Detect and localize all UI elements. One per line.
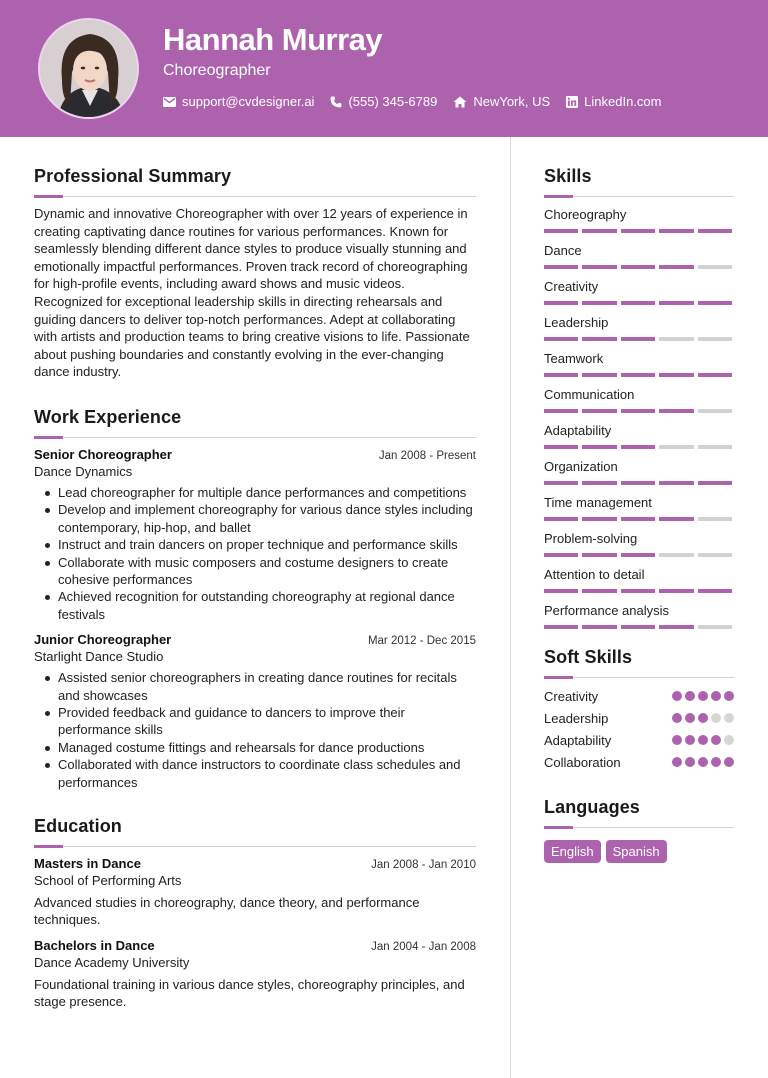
- skill-level-segment: [698, 625, 732, 629]
- skill-level-segment: [621, 373, 655, 377]
- skill-level-segment: [698, 373, 732, 377]
- skill-level-segment: [544, 625, 578, 629]
- skills-section: [544, 166, 734, 629]
- skill-item: [544, 207, 734, 233]
- soft-skill-name: Collaboration: [544, 754, 621, 770]
- rating-dot: [724, 691, 734, 701]
- skill-level-bar: [544, 517, 734, 521]
- skill-item: [544, 387, 734, 413]
- location-text: NewYork, US: [473, 94, 551, 109]
- skill-level-segment: [544, 229, 578, 233]
- skill-level-segment: [659, 337, 693, 341]
- skill-level-bar: [544, 337, 734, 341]
- rating-dot: [724, 757, 734, 767]
- home-icon: [453, 96, 467, 108]
- skill-level-segment: [659, 445, 693, 449]
- skill-level-bar: [544, 445, 734, 449]
- skill-level-segment: [544, 445, 578, 449]
- contact-bar: [163, 94, 662, 109]
- rating-dot: [685, 757, 695, 767]
- skill-name: Leadership: [544, 315, 609, 330]
- sidebar-column: [544, 166, 734, 863]
- degree-title: Bachelors in Dance: [34, 937, 155, 953]
- skill-level-segment: [659, 373, 693, 377]
- bullet-item: Instruct and train dancers on proper technique and performance skills: [34, 536, 476, 553]
- skill-level-segment: [582, 265, 616, 269]
- skill-level-segment: [621, 409, 655, 413]
- skill-level-segment: [621, 229, 655, 233]
- phone-icon: [330, 96, 342, 108]
- skill-level-segment: [621, 265, 655, 269]
- rating-dot: [685, 691, 695, 701]
- skill-level-segment: [544, 301, 578, 305]
- education-date: Jan 2004 - Jan 2008: [371, 940, 476, 953]
- rating-dot: [672, 691, 682, 701]
- bullet-item: Achieved recognition for outstanding choreography at regional dance festivals: [34, 588, 476, 623]
- section-rule: [544, 826, 734, 828]
- school-name: School of Performing Arts: [34, 873, 182, 889]
- skill-name: Creativity: [544, 279, 599, 294]
- soft-skills-title: Soft Skills: [544, 647, 633, 667]
- job-bullets: [34, 669, 476, 791]
- skill-level-segment: [621, 301, 655, 305]
- rating-dot: [698, 735, 708, 745]
- soft-skill-rating: [672, 735, 734, 745]
- languages-list: [544, 840, 734, 863]
- skill-level-segment: [544, 409, 578, 413]
- linkedin-text: LinkedIn.com: [584, 94, 662, 109]
- skill-level-segment: [621, 589, 655, 593]
- skill-level-segment: [621, 553, 655, 557]
- candidate-name: Hannah Murray: [163, 22, 383, 57]
- skill-level-segment: [659, 553, 693, 557]
- skill-level-segment: [659, 265, 693, 269]
- education-title: Education: [34, 816, 122, 837]
- school-name: Dance Academy University: [34, 954, 190, 970]
- contact-linkedin[interactable]: [566, 94, 661, 109]
- section-rule: [34, 845, 476, 847]
- rating-dot: [698, 713, 708, 723]
- skill-level-segment: [544, 481, 578, 485]
- bullet-item: Assisted senior choreographers in creating dance routines for recitals and showcases: [34, 669, 476, 704]
- skill-level-segment: [698, 301, 732, 305]
- skill-name: Choreography: [544, 207, 627, 222]
- section-rule: [34, 195, 476, 197]
- education-entry: [34, 856, 476, 929]
- skill-level-segment: [659, 409, 693, 413]
- rating-dot: [711, 757, 721, 767]
- skill-level-segment: [582, 445, 616, 449]
- column-divider: [510, 137, 511, 1078]
- skill-level-segment: [544, 265, 578, 269]
- job-entry: [34, 447, 476, 623]
- skill-level-segment: [698, 589, 732, 593]
- skill-level-bar: [544, 301, 734, 305]
- job-company: Dance Dynamics: [34, 463, 133, 479]
- skill-level-bar: [544, 409, 734, 413]
- person-photo-icon: [40, 20, 139, 119]
- section-rule: [34, 436, 476, 438]
- skill-name: Attention to detail: [544, 567, 645, 582]
- degree-title: Masters in Dance: [34, 856, 141, 872]
- skills-title: Skills: [544, 166, 592, 186]
- skill-name: Organization: [544, 459, 618, 474]
- skill-item: [544, 243, 734, 269]
- language-tag: Spanish: [606, 840, 667, 863]
- skill-name: Adaptability: [544, 423, 612, 438]
- languages-section: [544, 797, 734, 863]
- rating-dot: [698, 757, 708, 767]
- skill-name: Communication: [544, 387, 635, 402]
- skill-level-bar: [544, 589, 734, 593]
- skill-level-segment: [621, 517, 655, 521]
- skill-level-segment: [621, 481, 655, 485]
- skill-level-segment: [582, 553, 616, 557]
- skill-level-segment: [544, 337, 578, 341]
- soft-skill-item: [544, 685, 734, 707]
- soft-skill-item: [544, 707, 734, 729]
- job-date: Mar 2012 - Dec 2015: [367, 635, 476, 648]
- bullet-item: Lead choreographer for multiple dance performances and competitions: [34, 484, 476, 501]
- skill-level-segment: [582, 373, 616, 377]
- skill-level-segment: [698, 265, 732, 269]
- skill-level-bar: [544, 553, 734, 557]
- skill-level-segment: [659, 517, 693, 521]
- contact-location: [453, 94, 550, 109]
- contact-email[interactable]: [163, 94, 314, 109]
- job-title: Senior Choreographer: [34, 446, 172, 462]
- job-entry: [34, 632, 476, 791]
- rating-dot: [724, 735, 734, 745]
- rating-dot: [672, 757, 682, 767]
- rating-dot: [672, 713, 682, 723]
- soft-skill-item: [544, 729, 734, 751]
- skill-level-segment: [621, 337, 655, 341]
- job-company: Starlight Dance Studio: [34, 649, 164, 665]
- skill-level-segment: [544, 373, 578, 377]
- email-text: support@cvdesigner.ai: [182, 94, 315, 109]
- skill-item: [544, 279, 734, 305]
- skill-level-segment: [582, 517, 616, 521]
- education-section: [34, 816, 476, 1011]
- summary-section: [34, 166, 476, 381]
- education-description: Foundational training in various dance styles, choreography principles, and stage presence.: [34, 976, 465, 1010]
- soft-skill-name: Adaptability: [544, 732, 612, 748]
- skill-level-segment: [698, 553, 732, 557]
- skill-level-segment: [544, 553, 578, 557]
- skill-item: [544, 567, 734, 593]
- skill-level-bar: [544, 265, 734, 269]
- soft-skill-rating: [672, 691, 734, 701]
- skill-level-segment: [544, 589, 578, 593]
- rating-dot: [698, 691, 708, 701]
- skills-list: [544, 207, 734, 629]
- skill-item: [544, 423, 734, 449]
- skill-level-segment: [582, 229, 616, 233]
- skill-level-bar: [544, 373, 734, 377]
- summary-text: Dynamic and innovative Choreographer with over 12 years of experience in creating captivating dance routines for various performances. Known for seamlessly blending different dance styles to produce visually stunning and emotionally impactful performances. Proven track record of choreographing for high-profile events, including award shows and music videos. Recognized for exceptional leadership skills in directing rehearsals and guiding dancers to deliver top-notch performances. Adept at collaborating with artists and production teams to bring creative visions to life. Passionate about pushing boundaries and constantly evolving in the ever-changing dance industry.: [34, 206, 470, 380]
- linkedin-icon: [566, 96, 578, 108]
- summary-title: Professional Summary: [34, 166, 232, 186]
- contact-phone[interactable]: [330, 94, 437, 109]
- skill-level-segment: [582, 589, 616, 593]
- skill-level-segment: [582, 481, 616, 485]
- skill-item: [544, 495, 734, 521]
- soft-skills-list: [544, 685, 734, 773]
- bullet-item: Collaborate with music composers and costume designers to create cohesive performances: [34, 554, 476, 589]
- education-date: Jan 2008 - Jan 2010: [371, 859, 476, 872]
- skill-name: Problem-solving: [544, 531, 638, 546]
- skill-level-segment: [621, 625, 655, 629]
- skill-level-segment: [698, 409, 732, 413]
- skill-level-segment: [698, 445, 732, 449]
- profile-photo: [38, 18, 139, 119]
- section-rule: [544, 676, 734, 678]
- rating-dot: [711, 691, 721, 701]
- skill-level-segment: [698, 517, 732, 521]
- soft-skill-item: [544, 751, 734, 773]
- job-bullets: [34, 484, 476, 623]
- experience-section: [34, 407, 476, 791]
- soft-skill-rating: [672, 713, 734, 723]
- skill-level-segment: [659, 229, 693, 233]
- section-rule: [544, 195, 734, 197]
- education-description: Advanced studies in choreography, dance theory, and performance techniques.: [34, 895, 420, 928]
- skill-level-segment: [544, 517, 578, 521]
- skill-level-segment: [582, 625, 616, 629]
- skill-level-bar: [544, 229, 734, 233]
- education-entry: [34, 938, 476, 1011]
- skill-item: [544, 603, 734, 629]
- skill-item: [544, 531, 734, 557]
- language-tag: English: [544, 840, 601, 863]
- soft-skill-name: Creativity: [544, 688, 599, 704]
- skill-level-segment: [698, 337, 732, 341]
- skill-name: Dance: [544, 243, 582, 258]
- bullet-item: Develop and implement choreography for various dance styles including contemporary, hip-hop, and ballet: [34, 501, 476, 536]
- candidate-role: Choreographer: [163, 62, 271, 79]
- rating-dot: [672, 735, 682, 745]
- soft-skills-section: [544, 647, 734, 773]
- skill-level-segment: [582, 337, 616, 341]
- bullet-item: Provided feedback and guidance to dancers to improve their performance skills: [34, 704, 476, 739]
- skill-item: [544, 351, 734, 377]
- skill-name: Time management: [544, 495, 652, 510]
- job-date: Jan 2008 - Present: [378, 449, 476, 462]
- job-title: Junior Choreographer: [34, 632, 172, 648]
- skill-level-segment: [621, 445, 655, 449]
- skill-level-segment: [582, 409, 616, 413]
- skill-level-segment: [698, 229, 732, 233]
- skill-item: [544, 459, 734, 485]
- experience-title: Work Experience: [34, 406, 182, 427]
- skill-level-bar: [544, 625, 734, 629]
- skill-level-segment: [659, 301, 693, 305]
- skill-level-bar: [544, 481, 734, 485]
- rating-dot: [685, 713, 695, 723]
- languages-title: Languages: [544, 797, 640, 817]
- soft-skill-name: Leadership: [544, 710, 609, 726]
- resume-header: [0, 0, 768, 137]
- rating-dot: [711, 713, 721, 723]
- rating-dot: [685, 735, 695, 745]
- skill-level-segment: [659, 625, 693, 629]
- main-column: [34, 166, 476, 1011]
- soft-skill-rating: [672, 757, 734, 767]
- skill-level-segment: [582, 301, 616, 305]
- rating-dot: [711, 735, 721, 745]
- skill-item: [544, 315, 734, 341]
- rating-dot: [724, 713, 734, 723]
- bullet-item: Managed costume fittings and rehearsals for dance productions: [34, 739, 476, 756]
- skill-name: Teamwork: [544, 351, 604, 366]
- phone-text: (555) 345-6789: [348, 94, 438, 109]
- envelope-icon: [163, 97, 176, 107]
- skill-level-segment: [659, 481, 693, 485]
- skill-name: Performance analysis: [544, 603, 669, 618]
- skill-level-segment: [698, 481, 732, 485]
- skill-level-segment: [659, 589, 693, 593]
- bullet-item: Collaborated with dance instructors to coordinate class schedules and performances: [34, 756, 476, 791]
